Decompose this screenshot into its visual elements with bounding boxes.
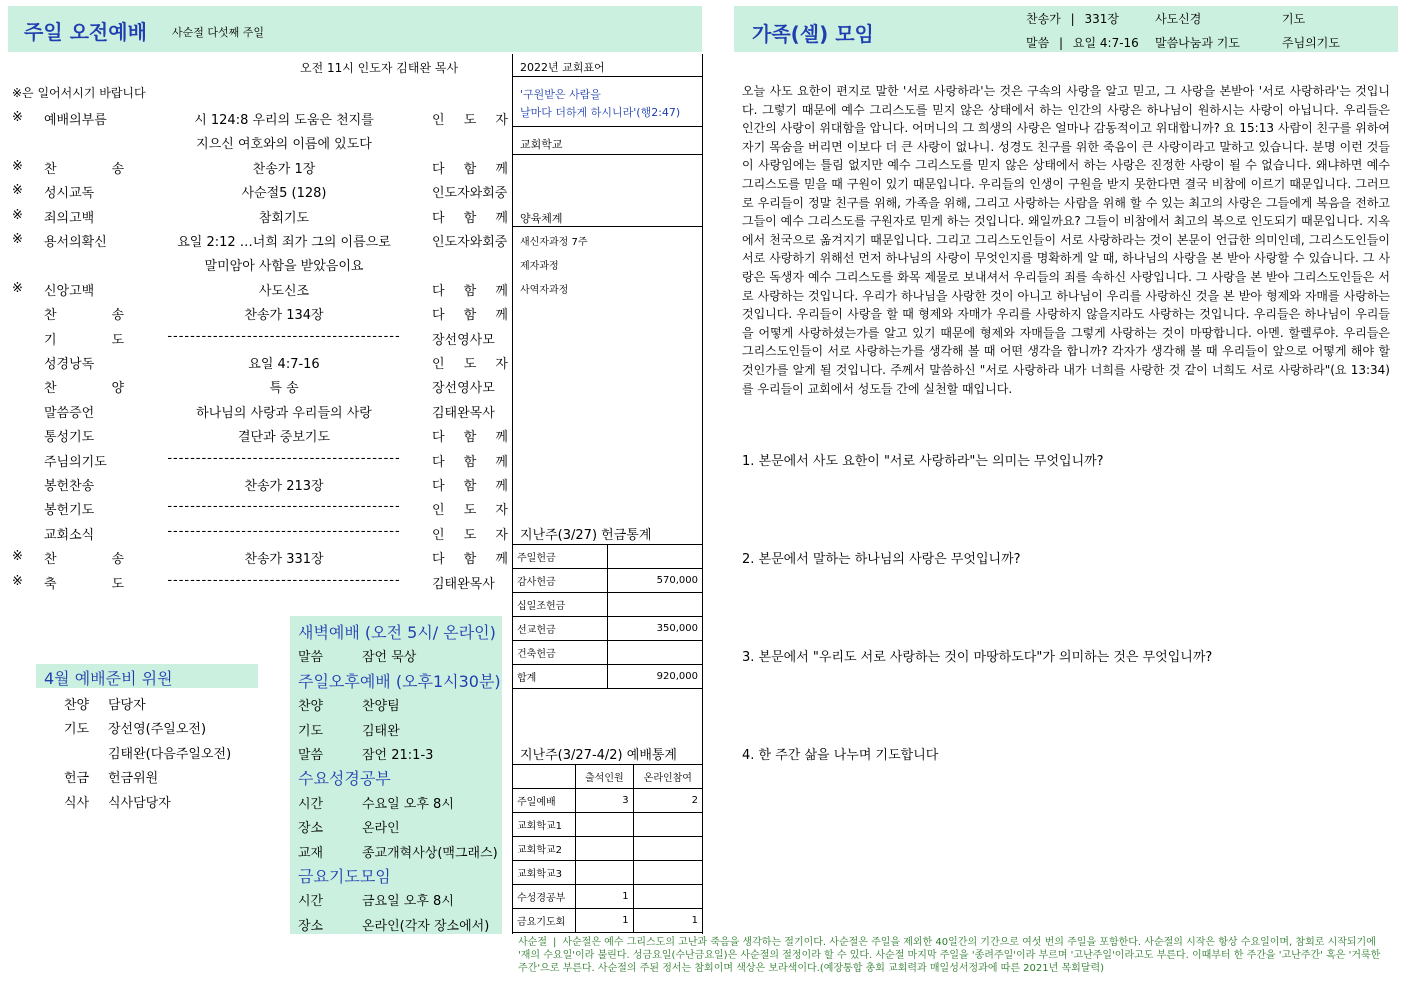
attendance-label: 금요기도회 [513, 909, 576, 933]
table-row [513, 665, 703, 689]
worship-item-name: 주님의기도 [44, 454, 107, 470]
worship-row [12, 570, 508, 592]
school-heading: 교회학교 [520, 138, 563, 151]
worship-item-content: 참회기도 [258, 210, 310, 226]
prep-person: 장선영(주일오전) [108, 722, 207, 738]
worship-leader-line: 오전 11시 인도자 김태완 목사 [300, 61, 459, 75]
table-row [513, 569, 703, 593]
worship-item-leader: 다 함 께 [432, 161, 508, 177]
offering-value [608, 545, 703, 569]
attendance-label: 주일예배 [513, 789, 576, 813]
attendance-count: 1 [576, 909, 634, 933]
offering-label: 감사헌금 [513, 569, 608, 593]
worship-item-name: 찬 양 [44, 381, 124, 397]
stand-mark: ※ [12, 280, 23, 296]
col-header-online: 온라인참여 [633, 765, 702, 789]
service-detail-value: 찬양팀 [362, 699, 400, 715]
cell-order-row1: 찬송가 | 331장 [1026, 12, 1119, 26]
table-row [513, 545, 703, 569]
worship-item-name: 말씀증언 [44, 405, 95, 421]
attendance-online [633, 861, 702, 885]
worship-item-name: 찬 송 [44, 308, 124, 324]
attendance-label: 교회학교2 [513, 837, 576, 861]
worship-row [12, 106, 508, 128]
service-detail-value: 온라인(각자 장소에서) [362, 918, 490, 934]
offering-label: 주일헌금 [513, 545, 608, 569]
stand-mark: ※ [12, 110, 23, 125]
offering-value: 570,000 [608, 569, 703, 593]
divider [512, 154, 702, 155]
divider [512, 76, 702, 77]
table-row [513, 617, 703, 641]
worship-item-content: ----------------------------------------- [167, 328, 401, 344]
worship-item-content: ----------------------------------------- [167, 499, 401, 515]
service-detail-value: 금요일 오후 8시 [362, 894, 454, 910]
worship-row [12, 155, 508, 177]
service-detail-label: 찬양 [298, 699, 324, 715]
worship-item-leader: 인도자와회중 [432, 235, 508, 250]
offering-label: 합계 [513, 665, 608, 689]
course-1: 새신자과정 7주 [520, 237, 588, 248]
service-detail-value: 종교개혁사상(맥그래스) [362, 845, 498, 861]
table-row [513, 885, 703, 909]
offering-label: 십일조헌금 [513, 593, 608, 617]
attendance-count [576, 813, 634, 837]
worship-item-name: 예배의부름 [44, 113, 107, 128]
worship-item-content: ----------------------------------------- [167, 572, 401, 588]
table-corner [513, 765, 576, 789]
prep-role: 식사 [64, 795, 90, 811]
page-title: 주일 오전예배 [24, 20, 147, 44]
attendance-table [512, 764, 703, 933]
service-detail-value: 잠언 묵상 [362, 650, 417, 666]
worship-item-name: 용서의확신 [44, 235, 107, 250]
worship-row [12, 521, 508, 543]
table-row [513, 909, 703, 933]
attendance-online: 2 [633, 789, 702, 813]
worship-item-leader: 김태완목사 [432, 405, 495, 421]
worship-row [12, 423, 508, 445]
worship-item-name: 신앙고백 [44, 283, 95, 299]
cell-order-prayer: 기도 [1282, 12, 1306, 26]
worship-item-content: ----------------------------------------- [167, 450, 401, 466]
attendance-count [576, 837, 634, 861]
stand-mark: ※ [12, 207, 23, 223]
prep-title: 4월 예배준비 위원 [44, 669, 173, 688]
worship-item-leader: 인 도 자 [432, 357, 508, 372]
table-row [513, 641, 703, 665]
worship-row [12, 301, 508, 323]
divider [512, 126, 702, 127]
prep-person: 김태완(다음주일오전) [108, 746, 232, 762]
worship-item-leader: 다 함 께 [432, 308, 508, 324]
attendance-online [633, 885, 702, 909]
dawn-service-title: 새벽예배 (오전 5시/ 온라인) [298, 623, 496, 642]
prep-person: 헌금위원 [108, 771, 159, 787]
attendance-count: 1 [576, 885, 634, 909]
attendance-label: 교회학교1 [513, 813, 576, 837]
table-row [513, 813, 703, 837]
service-detail-value: 수요일 오후 8시 [362, 796, 454, 812]
service-detail-label: 시간 [298, 894, 324, 910]
worship-item-leader: 다 함 께 [432, 283, 508, 299]
attendance-title: 지난주(3/27-4/2) 예배통계 [520, 748, 677, 763]
worship-item-content: 특 송 [269, 381, 299, 397]
cell-order-creed: 사도신경 [1155, 12, 1202, 26]
training-heading: 양육체계 [520, 212, 563, 225]
worship-item-leader: 장선영사모 [432, 332, 495, 348]
cell-order-lords-prayer: 주님의기도 [1282, 36, 1340, 50]
service-detail-label: 시간 [298, 796, 324, 812]
worship-item-content: 사도신조 [258, 283, 310, 299]
worship-item-name: 성경낭독 [44, 357, 95, 372]
table-row [513, 837, 703, 861]
stand-mark: ※ [12, 549, 23, 565]
stand-mark: ※ [12, 232, 23, 247]
worship-row [12, 130, 508, 152]
worship-row [12, 374, 508, 396]
worship-item-leader: 인 도 자 [432, 113, 508, 128]
worship-row [12, 277, 508, 299]
cell-title: 가족(셀) 모임 [752, 22, 874, 46]
stand-note: ※은 일어서시기 바랍니다 [12, 86, 146, 100]
worship-row [12, 179, 508, 201]
worship-item-leader: 다 함 께 [432, 552, 508, 568]
worship-item-leader: 인 도 자 [432, 527, 508, 543]
service-detail-label: 장소 [298, 821, 324, 837]
offering-value [608, 641, 703, 665]
lent-note: 사순절 | 사순절은 예수 그리스도의 고난과 죽음을 생각하는 절기이다. 사순절은 주일을 제외한 40일간의 기간으로 여섯 번의 주일을 포함한다. 사순절의 시작은 항상 수요일이며, 참회로 시작되기에 '재의 수요일'이라 불린다. 성금요일(수난금요일)은 사순절의 절정이라 할 수 있다. 사순절 마지막 주일을 '종려주일'이라 부르며 '고난주일'이라고도 부른다. 이때부터 한 주간을 '고난주간' 혹은 '거룩한 주간'으로 부른다. 사순절의 주된 정서는 참회이며 색상은 보라색이다.(예장통합 총회 교회력과 매일성서정과에 따른 2021년 목회달력) [518, 937, 1381, 974]
attendance-online: 1 [633, 909, 702, 933]
offering-value [608, 593, 703, 617]
worship-row [12, 350, 508, 372]
worship-item-name: 죄의고백 [44, 210, 95, 226]
worship-item-content: 찬송가 213장 [244, 479, 324, 494]
attendance-label: 수성경공부 [513, 885, 576, 909]
offering-title: 지난주(3/27) 헌금통계 [520, 528, 652, 543]
worship-item-name: 찬 송 [44, 552, 124, 568]
cell-order-word: 요일 4:7-16 [1072, 36, 1139, 50]
worship-item-name: 성시교독 [44, 186, 95, 202]
table-row [513, 789, 703, 813]
worship-item-leader: 다 함 께 [432, 479, 508, 494]
question-2: 2. 본문에서 말하는 하나님의 사랑은 무엇입니까? [742, 552, 1021, 567]
cell-body: 오늘 사도 요한이 편지로 말한 '서로 사랑하라'는 것은 구속의 사랑을 알고 믿고, 그 사랑을 본받아 '서로 사랑하라'는 것입니다. 그렇기 때문에 예수 그리스도를 믿지 않은 상태에서 하는 인간의 사랑은 하나님이 원하시는 사랑이 아닙니다. 우리들은 인간의 사랑이 위대함을 압니다. 어머니의 그 희생의 사랑은 얼마나 감동적이고 위대합니까? 요 15:13 사람이 친구를 위하여 자기 목숨을 버리면 이보다 더 큰 사랑이 없나니. 성경도 친구를 위한 죽음이 큰 사랑이라고 말하고 있습니다. 분명 이런 것들이 사랑임에는 틀림 없지만 예수 그리스도를 믿지 않은 상태에서 하는 사랑은 진정한 사랑이 될 수 없습니다. 왜냐하면 예수 그리스도를 믿을 때 구원이 있기 때문입니다. 우리들의 인생이 구원을 받지 못한다면 결국 비참에 이르기 때문입니다. 그러므로 우리들이 정말 친구를 위해, 가족을 위해, 그리고 사랑하는 사람을 위해 할 수 있는 최고의 사랑은 그들에게 복음을 전하고 그들이 예수 그리스도를 구원자로 믿게 하는 것입니다. 왜일까요? 그들이 비참에서 최고의 복으로 인도되기 때문입니다. 지옥에서 천국으로 옮겨지기 때문입니다. 그리고 그리스도인들이 서로 사랑하라는 것이 본문이 언급한 의미인데, 그리스도인들이 서로 사랑하기 위해선 먼저 하나님의 사랑이 무엇인지를 명확하게 알 때, 하나님의 사랑을 본 받아 사랑할 수 있습니다. 그 사랑은 독생자 예수 그리스도를 화목 제물로 보내셔서 우리들의 죄를 속하신 사랑입니다. 그 사랑을 본 받아 그리스도인들은 서로 사랑하는 것입니다. 우리가 하나님을 사랑한 것이 아니고 하나님이 우리를 사랑하신 것을 본 받아 형제와 자매를 사랑하는 것입니다. 우리들이 사랑을 할 때 형제와 자매가 우리를 사랑하지 않을지라도 사랑하는 것입니다. 우리들은 하나님이 우리들을 어떻게 사랑하셨는가를 알고 있기 때문에 형제와 자매들을 그렇게 사랑하는 것이 마땅합니다. 아멘. 할렐루야. 우리들은 그리스도인들이 서로 사랑하는가를 생각해 볼 때 어떤 생각을 합니까? 각자가 생각해 볼 때 우리들이 앞으로 어떻게 해야 할 것인가를 알게 될 것입니다. 주께서 말씀하신 "서로 사랑하라 내가 너희를 사랑한 것 같이 너희도 서로 사랑하라"(요 13:34)를 우리들이 교회에서 성도들 간에 실천할 때입니다. [742, 84, 1390, 396]
worship-item-leader: 장선영사모 [432, 381, 495, 397]
cell-order-hymn-label: 찬송가 [1026, 12, 1061, 26]
service-detail-label: 교재 [298, 845, 324, 861]
worship-item-content: 지으신 여호와의 이름에 있도다 [196, 137, 372, 153]
table-row [513, 593, 703, 617]
worship-row [12, 204, 508, 226]
worship-row [12, 472, 508, 494]
question-1: 1. 본문에서 사도 요한이 "서로 사랑하라"는 의미는 무엇입니까? [742, 454, 1104, 469]
worship-item-name: 통성기도 [44, 430, 95, 446]
attendance-count [576, 861, 634, 885]
col-header-attend: 출석인원 [576, 765, 634, 789]
worship-item-content: 찬송가 1장 [252, 161, 316, 177]
course-3: 사역자과정 [520, 285, 569, 296]
worship-row [12, 545, 508, 567]
course-2: 제자과정 [520, 261, 559, 272]
worship-item-content: 사순절5 (128) [241, 186, 327, 202]
worship-item-leader: 인 도 자 [432, 503, 508, 519]
prep-person: 담당자 [108, 698, 146, 713]
service-detail-label: 장소 [298, 918, 324, 934]
motto-line-2: 날마다 더하게 하시니라'(행2:47) [520, 106, 681, 119]
stand-mark: ※ [12, 573, 23, 589]
motto-line-1: '구원받은 사람을 [520, 88, 601, 101]
table-row [513, 861, 703, 885]
worship-item-leader: 김태완목사 [432, 576, 495, 592]
worship-item-name: 축 도 [44, 576, 124, 592]
stand-mark: ※ [12, 183, 23, 199]
worship-item-name: 기 도 [44, 332, 124, 348]
worship-row [12, 228, 508, 250]
friday-prayer-title: 금요기도모임 [298, 867, 391, 886]
worship-item-name: 봉헌찬송 [44, 479, 95, 494]
service-detail-label: 기도 [298, 723, 324, 739]
service-detail-label: 말씀 [298, 650, 324, 666]
worship-item-name: 봉헌기도 [44, 503, 95, 519]
worship-row [12, 448, 508, 470]
service-detail-label: 말씀 [298, 748, 324, 763]
worship-item-leader: 다 함 께 [432, 454, 508, 470]
worship-item-leader: 인도자와회중 [432, 186, 508, 202]
prep-role: 헌금 [64, 771, 90, 787]
prep-person: 식사담당자 [108, 795, 171, 811]
attendance-online [633, 837, 702, 861]
question-3: 3. 본문에서 "우리도 서로 사랑하는 것이 마땅하도다"가 의미하는 것은 무엇입니까? [742, 650, 1213, 665]
service-detail-value: 온라인 [362, 821, 400, 837]
offering-value: 350,000 [608, 617, 703, 641]
page-subtitle: 사순절 다섯째 주일 [172, 26, 265, 39]
worship-item-content: 시 124:8 우리의 도움은 천지를 [194, 113, 374, 128]
worship-row [12, 399, 508, 421]
cell-order-sharing: 말씀나눔과 기도 [1155, 36, 1240, 50]
lent-note-label: 사순절 [518, 937, 547, 948]
worship-item-content: 찬송가 134장 [244, 308, 324, 324]
lent-note-text: 사순절은 예수 그리스도의 고난과 죽음을 생각하는 절기이다. 사순절은 주일을 제외한 40일간의 기간으로 여섯 번의 주일을 포함한다. 사순절의 시작은 항상 수요일이며, 참회로 시작되기에 '재의 수요일'이라 불린다. 성금요일(수난금요일)은 사순절의 절정이라 할 수 있다. 사순절 마지막 주일을 '종려주일'이라 부르며 '고난주일'이라고도 부른다. 이때부터 한 주간을 '고난주간' 혹은 '거룩한 주간'으로 부른다. 사순절의 주된 정서는 참회이며 색상은 보라색이다.(예장통합 총회 교회력과 매일성서정과에 따른 2021년 목회달력) [518, 937, 1381, 974]
worship-item-content: ----------------------------------------- [167, 523, 401, 539]
worship-row [12, 496, 508, 518]
table-header-row [513, 765, 703, 789]
question-4: 4. 한 주간 삶을 나누며 기도합니다 [742, 748, 939, 763]
prep-role: 찬양 [64, 698, 90, 713]
worship-item-content: 하나님의 사랑과 우리들의 사랑 [196, 405, 372, 421]
offering-table [512, 544, 703, 689]
worship-item-content: 말미암아 사함을 받았음이요 [204, 259, 364, 275]
attendance-count: 3 [576, 789, 634, 813]
prep-role: 기도 [64, 722, 90, 738]
worship-row [12, 326, 508, 348]
worship-item-content: 요일 4:7-16 [248, 357, 320, 372]
stand-mark: ※ [12, 158, 23, 174]
worship-item-leader: 다 함 께 [432, 430, 508, 446]
service-detail-value: 김태완 [362, 723, 400, 739]
cell-order-hymn: 331장 [1084, 12, 1119, 26]
offering-label: 선교헌금 [513, 617, 608, 641]
wednesday-study-title: 수요성경공부 [298, 769, 391, 789]
worship-item-content: 찬송가 331장 [244, 552, 324, 568]
attendance-online [633, 813, 702, 837]
attendance-label: 교회학교3 [513, 861, 576, 885]
afternoon-service-title: 주일오후예배 (오후1시30분) [298, 671, 501, 691]
worship-item-content: 요일 2:12 …너희 죄가 그의 이름으로 [177, 235, 391, 250]
worship-row [12, 252, 508, 274]
worship-item-content: 결단과 중보기도 [237, 430, 331, 446]
worship-item-name: 찬 송 [44, 161, 124, 177]
worship-item-name: 교회소식 [44, 527, 95, 543]
divider [512, 226, 702, 227]
service-detail-value: 잠언 21:1-3 [362, 748, 434, 763]
cell-order-word-label: 말씀 [1026, 36, 1050, 50]
offering-label: 건축헌금 [513, 641, 608, 665]
offering-value: 920,000 [608, 665, 703, 689]
cell-order-row2: 말씀 | 요일 4:7-16 [1026, 36, 1139, 50]
motto-heading: 2022년 교회표어 [520, 61, 605, 74]
worship-item-leader: 다 함 께 [432, 210, 508, 226]
